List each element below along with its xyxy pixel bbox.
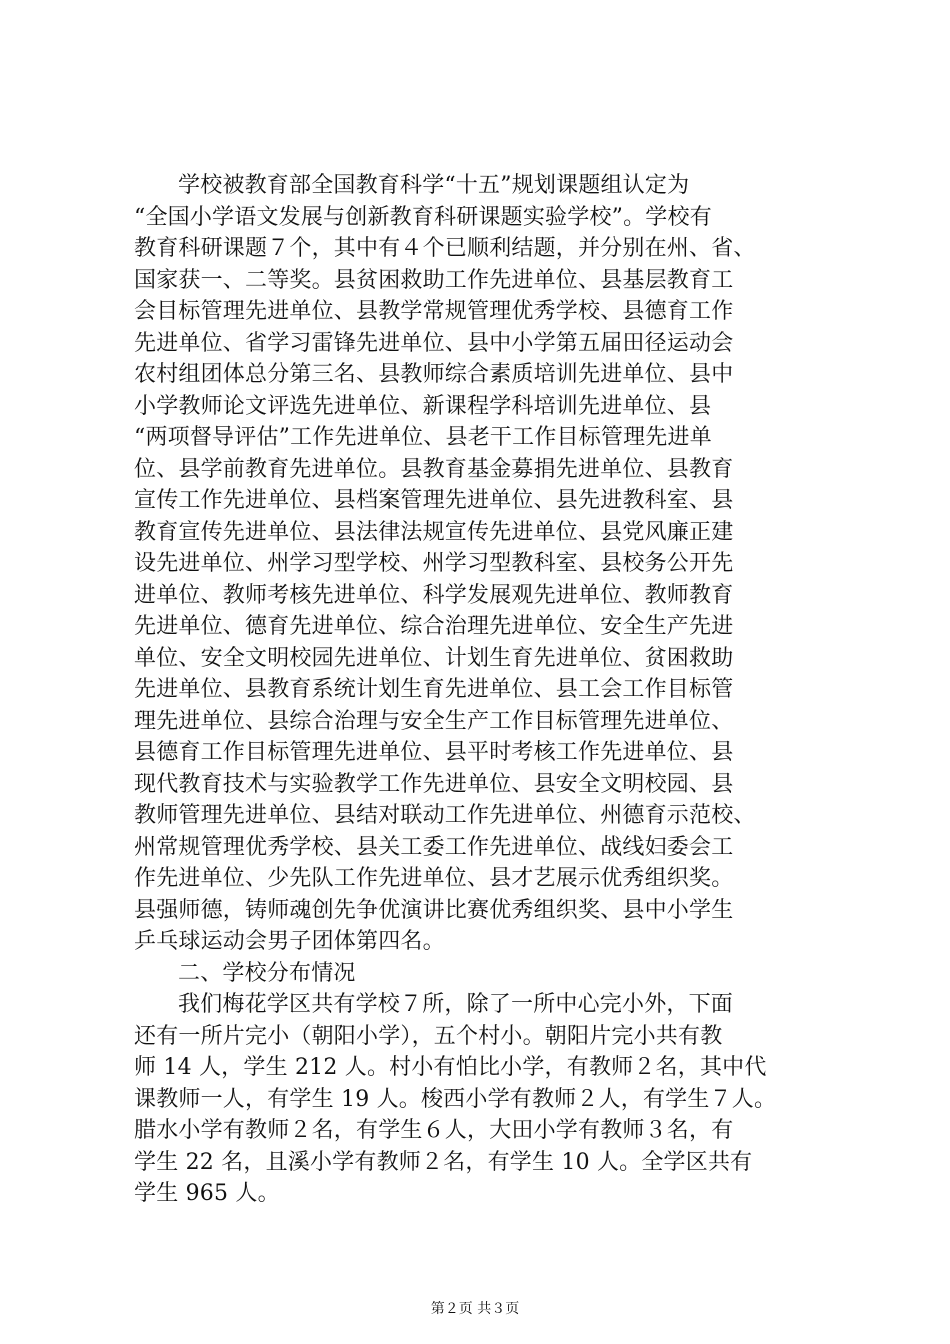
text-line: 师 14 人，学生 212 人。村小有怕比小学，有教师２名，其中代 — [134, 1055, 767, 1080]
text-line: 教育宣传先进单位、县法律法规宣传先进单位、县党风廉正建 — [134, 519, 734, 545]
text-line: 单位、安全文明校园先进单位、计划生育先进单位、贫困救助 — [134, 645, 734, 671]
text-line: 宣传工作先进单位、县档案管理先进单位、县先进教科室、县 — [134, 488, 734, 513]
text-line: 先进单位、德育先进单位、综合治理先进单位、安全生产先进 — [134, 614, 734, 639]
text-line: 教育科研课题７个，其中有４个已顺利结题，并分别在州、省、 — [134, 236, 756, 261]
text-line: 州常规管理优秀学校、县关工委工作先进单位、战线妇委会工 — [134, 834, 734, 860]
text-line: 理先进单位、县综合治理与安全生产工作目标管理先进单位、 — [134, 708, 734, 734]
text-line: 腊水小学有教师２名，有学生６人，大田小学有教师３名，有 — [134, 1118, 734, 1143]
text-line: 位、县学前教育先进单位。县教育基金募捐先进单位、县教育 — [134, 456, 734, 482]
text-line: 学生 22 名，且溪小学有教师２名，有学生 10 人。全学区共有 — [134, 1149, 753, 1175]
section-heading: 二、学校分布情况 — [178, 960, 356, 986]
text-line: 先进单位、省学习雷锋先进单位、县中小学第五届田径运动会 — [134, 330, 734, 356]
text-line: 学生 965 人。 — [134, 1181, 280, 1206]
text-line: “全国小学语文发展与创新教育科研课题实验学校”。学校有 — [134, 204, 712, 230]
text-line: 县强师德，铸师魂创先争优演讲比赛优秀组织奖、县中小学生 — [134, 897, 734, 923]
body-text — [134, 170, 834, 1210]
text-line: 还有一所片完小（朝阳小学），五个村小。朝阳片完小共有教 — [134, 1023, 723, 1049]
text-line: 小学教师论文评选先进单位、新课程学科培训先进单位、县 — [134, 393, 712, 419]
text-line: 我们梅花学区共有学校７所，除了一所中心完小外，下面 — [178, 992, 734, 1017]
text-line: 会目标管理先进单位、县教学常规管理优秀学校、县德育工作 — [134, 299, 734, 324]
text-line: 课教师一人，有学生 19 人。梭西小学有教师２人，有学生７人。 — [134, 1086, 777, 1112]
text-line: 国家获一、二等奖。县贫困救助工作先进单位、县基层教育工 — [134, 267, 734, 293]
text-line: 农村组团体总分第三名、县教师综合素质培训先进单位、县中 — [134, 362, 734, 387]
page-number: 第２页 共３页 — [430, 1301, 520, 1317]
text-line: 县德育工作目标管理先进单位、县平时考核工作先进单位、县 — [134, 740, 734, 765]
text-line: 现代教育技术与实验教学工作先进单位、县安全文明校园、县 — [134, 771, 734, 797]
text-line: 进单位、教师考核先进单位、科学发展观先进单位、教师教育 — [134, 582, 734, 608]
text-line: 先进单位、县教育系统计划生育先进单位、县工会工作目标管 — [134, 677, 734, 702]
text-line: 乒乓球运动会男子团体第四名。 — [134, 929, 445, 954]
text-line: 作先进单位、少先队工作先进单位、县才艺展示优秀组织奖。 — [134, 866, 734, 891]
text-line: “两项督导评估”工作先进单位、县老干工作目标管理先进单 — [134, 425, 712, 450]
text-line: 教师管理先进单位、县结对联动工作先进单位、州德育示范校、 — [134, 803, 756, 828]
text-line: 设先进单位、州学习型学校、州学习型教科室、县校务公开先 — [134, 551, 734, 576]
text-line: 学校被教育部全国教育科学“十五”规划课题组认定为 — [178, 173, 690, 198]
